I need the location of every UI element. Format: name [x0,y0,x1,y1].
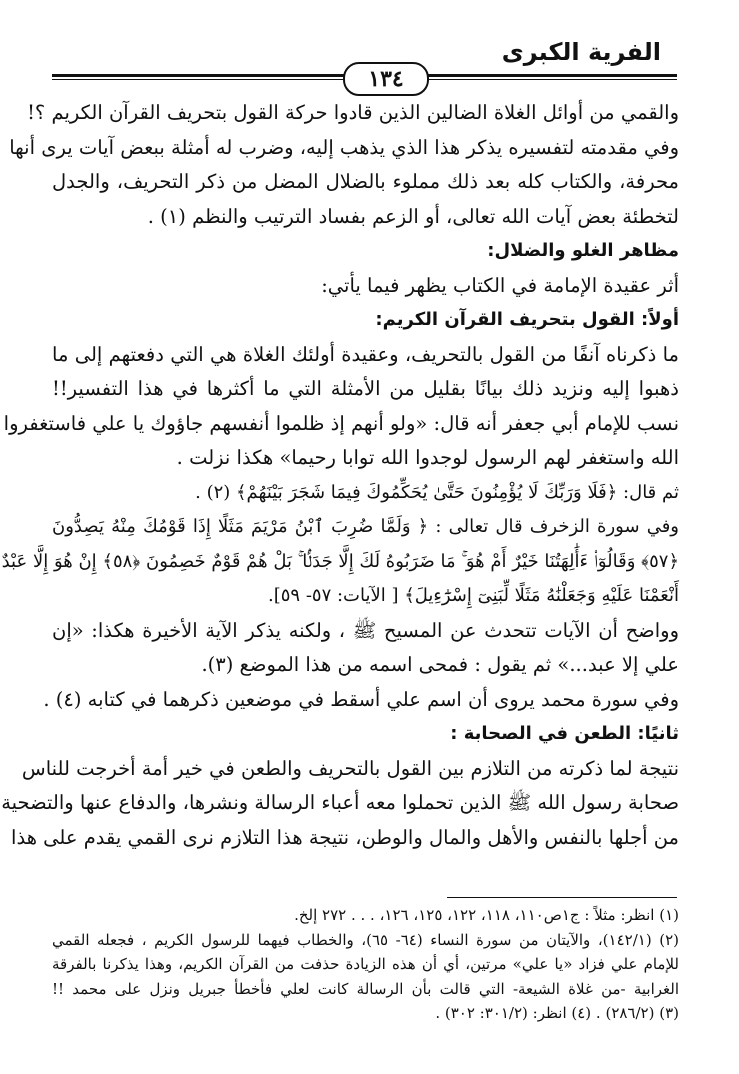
text-line: نتيجة لما ذكرته من التلازم بين القول بالتحريف والطعن في خير أمة أخرجت للناس [21,756,679,780]
quran-verse-line: وفي سورة الزخرف قال تعالى : ﴿ وَلَمَّا ضُرِبَ ٱبْنُ مَرْيَمَ مَثَلًا إِذَا قَوْمُكَ مِنْهُ يَصِدُّونَ [52,516,679,537]
footnote-line: (١) انظر: مثلاً : ج١ص١١٠، ١١٨، ١٢٢، ١٢٥، ١٢٦، . . . ٢٧٢ إلخ. [294,906,679,924]
section-heading: ثانيًا: الطعن في الصحابة : [450,723,679,744]
text-line: وفي مقدمته لتفسيره يذكر هذا الذي يذهب إليه، وضرب له أمثلة ببعض آيات يرى أنها [9,135,679,159]
footnote-line: (٣) (٢٨٦/٢) . (٤) انظر: (٣٠١/٢: ٣٠٢) . [435,1004,679,1022]
quran-verse-line: أَنْعَمْنَا عَلَيْهِ وَجَعَلْنَٰهُ مَثَلًا لِّبَنِىٓ إِسْرَٰٓءِيلَ﴾ [ الآيات: ٥٧- ٥٩]. [268,585,679,606]
footnote-line: الغرابية -من غلاة الشيعة- التي قالت بأن الرسالة كانت لعلي فأخطأ جبريل ونزل على محمد !! [52,979,679,998]
text-line: الله واستغفر لهم الرسول لوجدوا الله توابا رحيما» هكذا نزلت . [176,446,679,469]
quran-verse-line: ثم قال: ﴿فَلَا وَرَبِّكَ لَا يُؤْمِنُونَ حَتَّىٰ يُحَكِّمُوكَ فِيمَا شَجَرَ بَيْنَهُمْ﴾ (٢) . [195,481,679,503]
text-line: لتخطئة بعض آيات الله تعالى، أو الزعم بفساد الترتيب والنظم (١) . [147,204,679,228]
text-line: نسب للإمام أبي جعفر أنه قال: «ولو أنهم إذ ظلموا أنفسهم جاؤوك يا علي فاستغفروا [3,411,679,435]
footnote-line: (٢) (١٤٢/١)، والآيتان من سورة النساء (٦٤- ٦٥)، والخطاب فيهما للرسول الكريم ، فجعله القمي [52,930,679,949]
text-line: علي إلا عبد...» ثم يقول : فمحى اسمه من هذا الموضع (٣). [201,653,679,676]
footnote-separator [447,897,677,898]
text-line: وفي سورة محمد يروى أن اسم علي أسقط في موضعين ذكرهما في كتابه (٤) . [43,687,679,711]
running-header-title: الفرية الكبرى [501,38,661,66]
text-line: ما ذكرناه آنفًا من القول بالتحريف، وعقيدة أولئك الغلاة هي التي دفعتهم إلى ما [52,342,679,366]
text-line: والقمي من أوائل الغلاة الضالين الذين قادوا حركة القول بتحريف القرآن الكريم ؟! [27,101,679,124]
text-line: أثر عقيدة الإمامة في الكتاب يظهر فيما يأتي: [321,273,679,297]
page-number: ١٣٤ [343,62,429,96]
text-line: محرفة، والكتاب كله بعد ذلك مملوء بالضلال المضل من ذكر التحريف، والجدل [52,170,679,193]
text-line: صحابة رسول الله ﷺ الذين تحملوا معه أعباء الرسالة ونشرها، والدفاع عنها والتضحية [1,791,679,814]
footnote-line: للإمام علي فزاد «يا علي» مرتين، أي أن هذه الزيادة حذفت من القرآن الكريم، وهذا يذكرنا بالفرقة [52,955,679,973]
section-heading: أولاً: القول بتحريف القرآن الكريم: [375,309,679,330]
text-line: ذهبوا إليه ونزيد ذلك بيانًا بقليل من الأمثلة التي ما أكثرها في هذا التفسير!! [52,377,679,400]
quran-verse-line: ﴿٥٧﴾ وَقَالُوٓا۟ ءَأَٰلِهَتُنَا خَيْرٌ أَمْ هُوَ ۚ مَا ضَرَبُوهُ لَكَ إِلَّا جَدَلًۢا ۚ بَلْ هُمْ قَوْمٌ خَصِمُونَ ﴿٥٨﴾ إِنْ هُوَ إِلَّا عَبْدٌ [1,550,679,572]
text-line: وواضح أن الآيات تتحدث عن المسيح ﷺ ، ولكنه يذكر الآية الأخيرة هكذا: «إن [52,618,679,642]
footnotes [52,903,679,1026]
text-line: من أجلها بالنفس والأهل والمال والوطن، نتيجة هذا التلازم نرى القمي يقدم على هذا [11,825,679,849]
section-heading: مظاهر الغلو والضلال: [487,240,679,261]
main-text [1,96,679,855]
